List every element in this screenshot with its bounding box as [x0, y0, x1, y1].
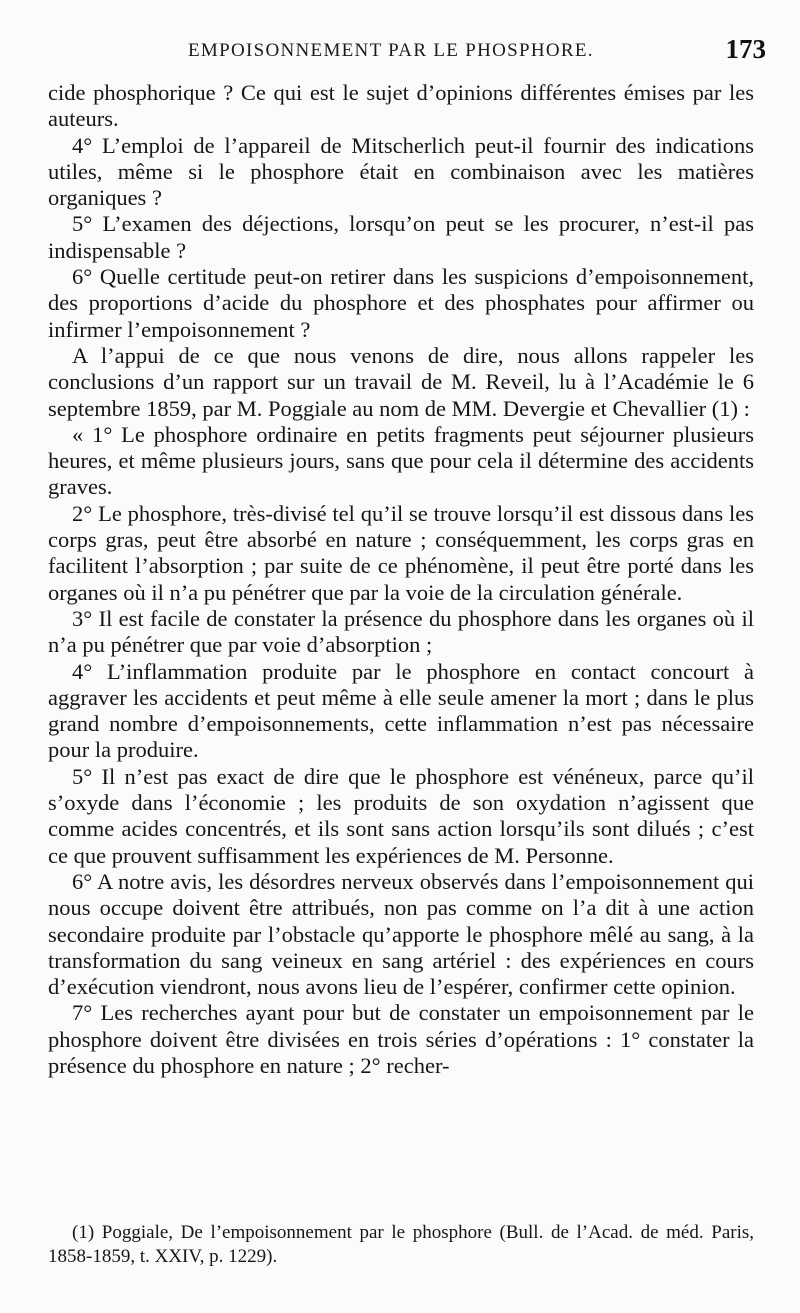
- conclusion-2: 2° Le phosphore, très-divisé tel qu’il se trouve lorsqu’il est dissous dans les corps gras, peut être absorbé en nature ; conséquemment, les corps gras en facilitent l’absorption ; par suite de ce phénomène, il peut être porté dans les organes où il n’a pu pénétrer que par la voie de la circulation générale.: [48, 500, 754, 605]
- running-head: EMPOISONNEMENT PAR LE PHOSPHORE.: [188, 40, 594, 61]
- paragraph-continuation: cide phosphorique ? Ce qui est le sujet d’opinions différentes émises par les auteurs.: [48, 80, 754, 132]
- footnote-text: (1) Poggiale, De l’empoisonnement par le phosphore (Bull. de l’Acad. de méd. Paris, 1858-1859, t. XXIV, p. 1229).: [48, 1222, 754, 1267]
- paragraph-report-intro: A l’appui de ce que nous venons de dire, nous allons rappeler les conclusions d’un rapport sur un travail de M. Reveil, lu à l’Académie le 6 septembre 1859, par M. Poggiale au nom de MM. Devergie et Chevallier (1) :: [48, 342, 754, 421]
- body-text: [48, 80, 754, 1079]
- question-5: 5° L’examen des déjections, lorsqu’on peut se les procurer, n’est-il pas indispensable ?: [48, 211, 754, 263]
- footnote: [48, 1221, 754, 1269]
- page-number: 173: [725, 34, 766, 64]
- conclusion-1: « 1° Le phosphore ordinaire en petits fragments peut séjourner plusieurs heures, et même plusieurs jours, sans que pour cela il détermine des accidents graves.: [48, 421, 754, 500]
- conclusion-7: 7° Les recherches ayant pour but de constater un empoisonnement par le phosphore doivent être divisées en trois séries d’opérations : 1° constater la présence du phosphore en nature ; 2° recher-: [48, 1000, 754, 1078]
- page-header: [48, 34, 770, 74]
- question-4: 4° L’emploi de l’appareil de Mitscherlich peut-il fournir des indications utiles, même si le phosphore était en combinaison avec les matières organiques ?: [48, 132, 754, 211]
- conclusion-4: 4° L’inflammation produite par le phosphore en contact concourt à aggraver les accidents et peut même à elle seule amener la mort ; dans le plus grand nombre d’empoisonnements, cette inflammation n’est pas nécessaire pour la produire.: [48, 658, 754, 763]
- conclusion-6: 6° A notre avis, les désordres nerveux observés dans l’empoisonnement qui nous occupe doivent être attribués, non pas comme on l’a dit à une action secondaire produite par l’obstacle qu’apporte le phosphore mêlé au sang, à la transformation du sang veineux en sang artériel : des expériences en cours d’exécution viendront, nous avons lieu de l’espérer, confirmer cette opinion.: [48, 868, 754, 1000]
- question-6: 6° Quelle certitude peut-on retirer dans les suspicions d’empoisonnement, des proportions d’acide du phosphore et des phosphates pour affirmer ou infirmer l’empoisonnement ?: [48, 264, 754, 342]
- conclusion-5: 5° Il n’est pas exact de dire que le phosphore est vénéneux, parce qu’il s’oxyde dans l’économie ; les produits de son oxydation n’agissent que comme acides concentrés, et ils sont sans action lorsqu’ils sont dilués ; c’est ce que prouvent suffisamment les expériences de M. Personne.: [48, 763, 754, 868]
- conclusion-3: 3° Il est facile de constater la présence du phosphore dans les organes où il n’a pu pénétrer que par voie d’absorption ;: [48, 605, 754, 658]
